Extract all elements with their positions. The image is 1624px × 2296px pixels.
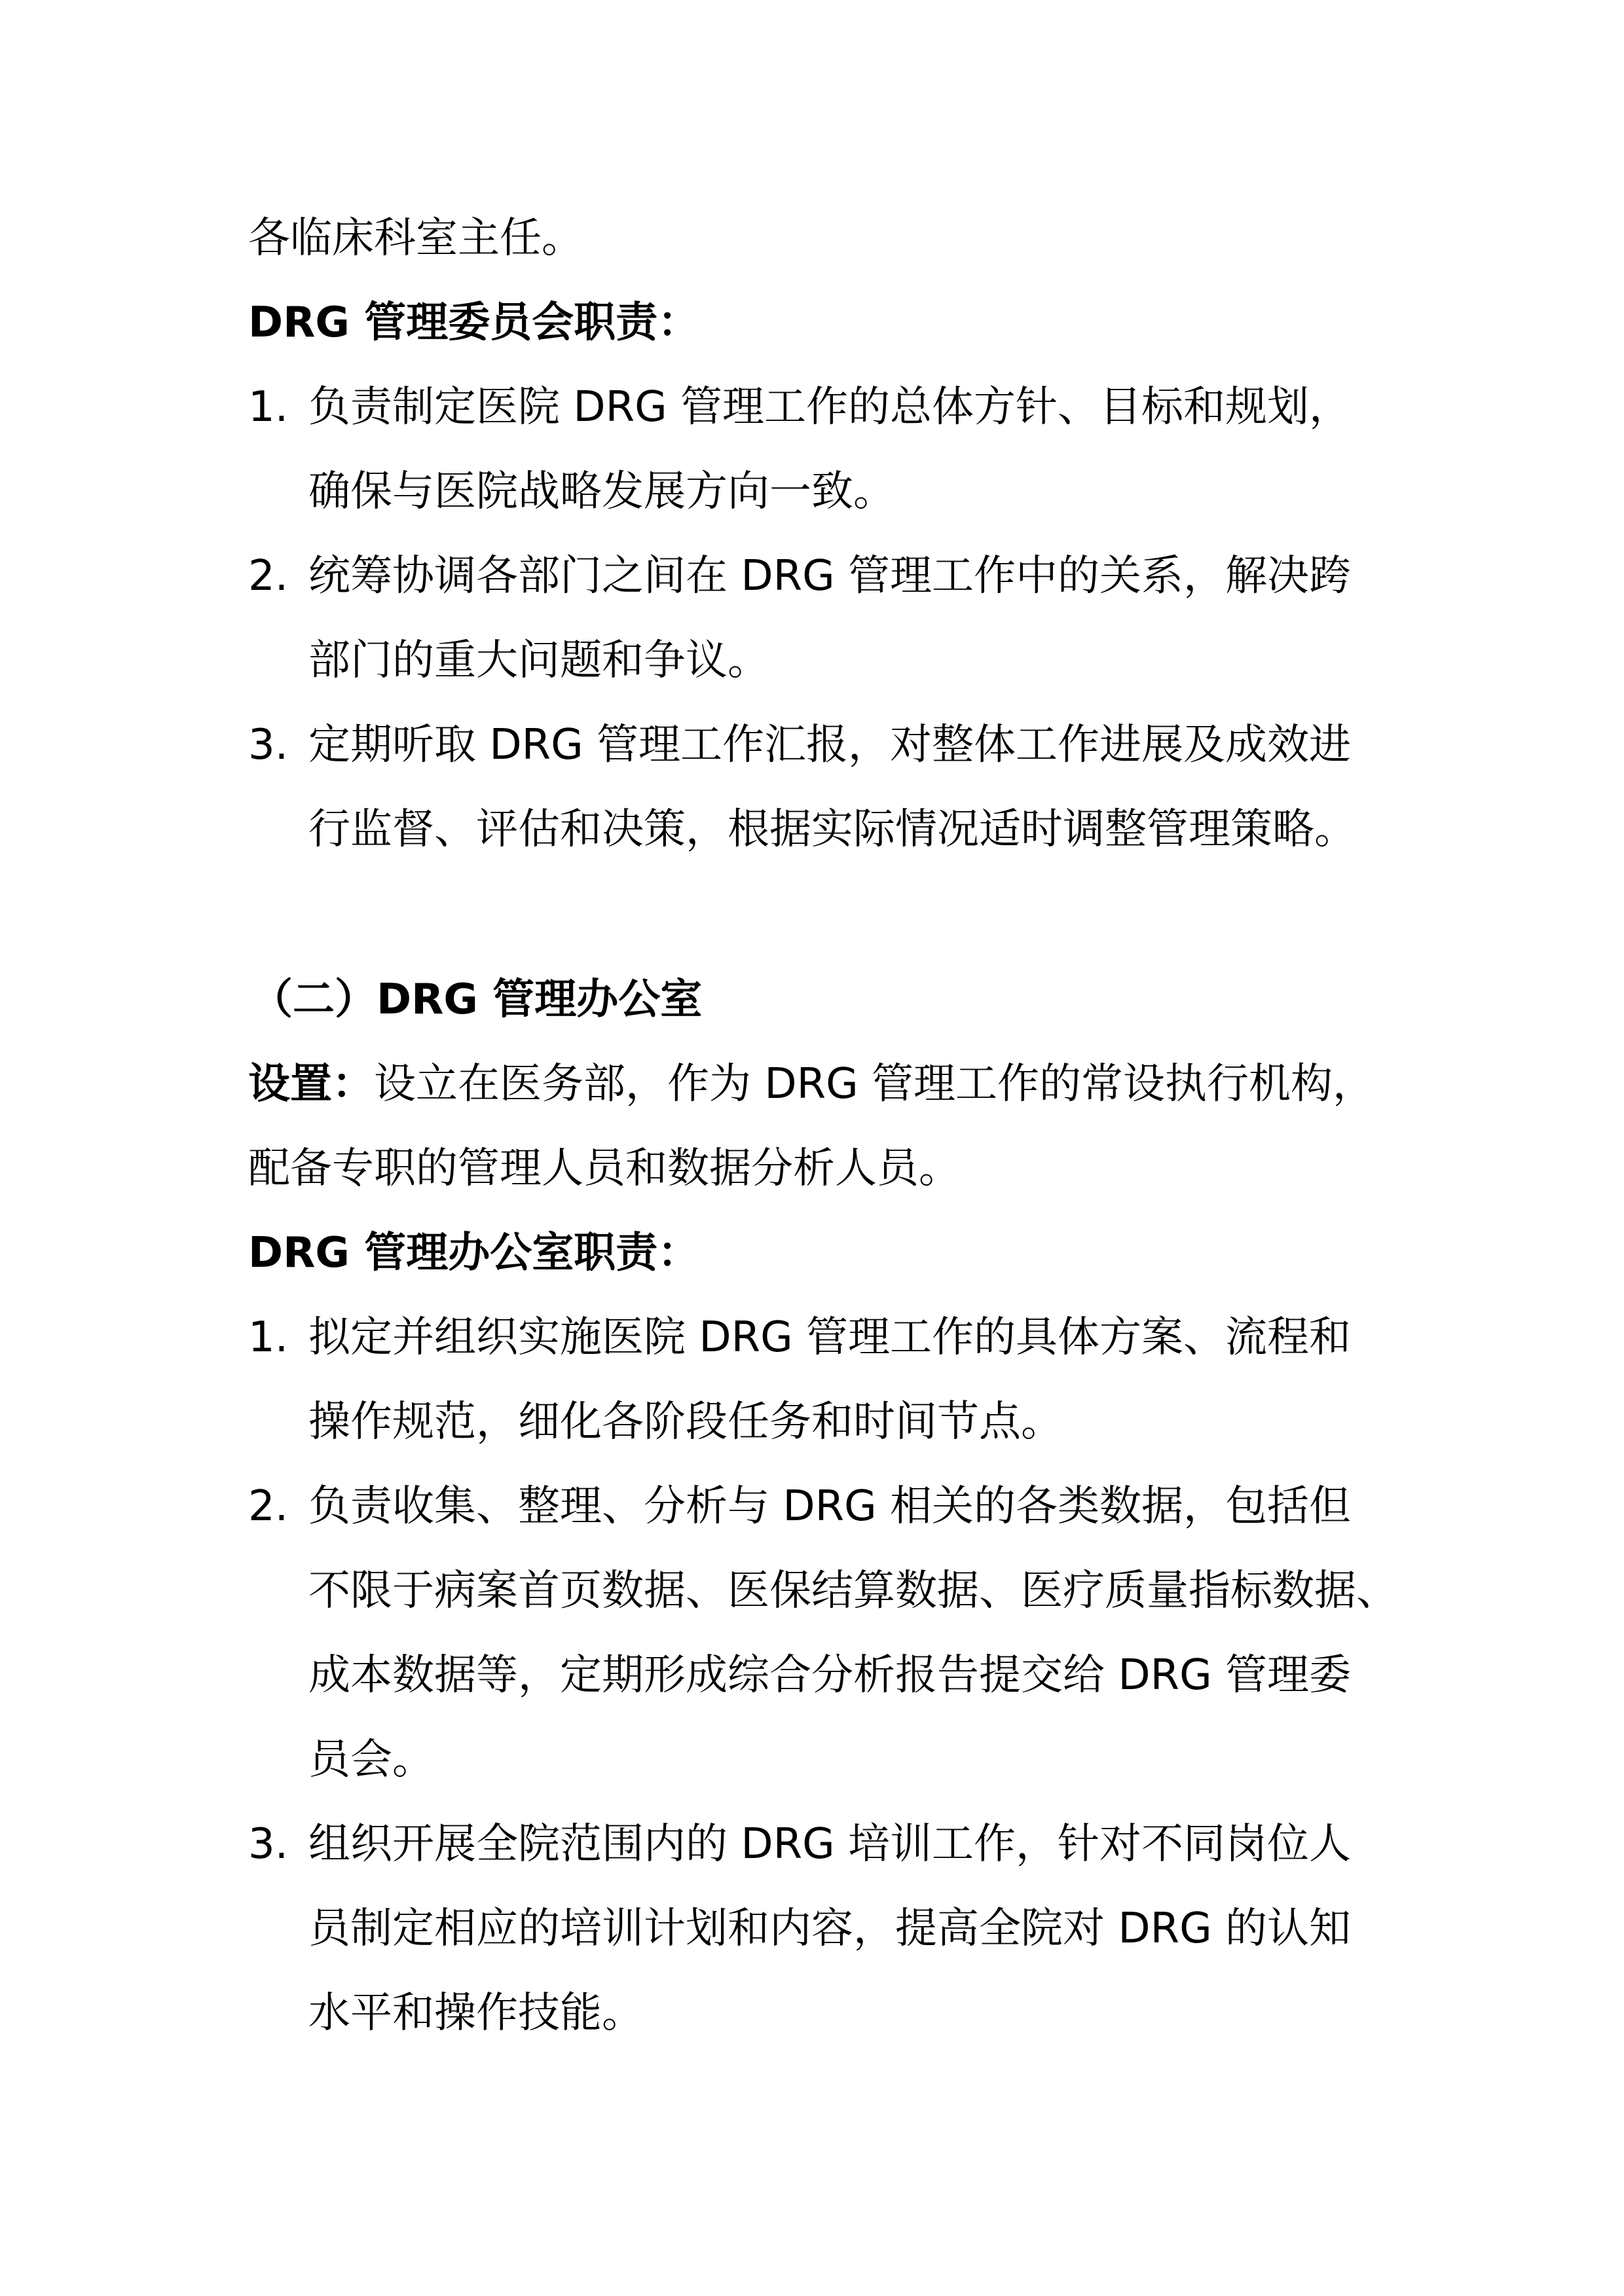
office-duties-label: DRG 管理办公室职责：	[248, 1229, 700, 1277]
office-setup-line-2: 配备专职的管理人员和数据分析人员。	[248, 1144, 961, 1193]
list-number: 1.	[248, 383, 289, 431]
document-page	[248, 196, 1398, 2056]
list-item-line: 拟定并组织实施医院 DRG 管理工作的具体方案、流程和	[308, 1313, 1352, 1362]
list-item-line: 负责收集、整理、分析与 DRG 相关的各类数据，包括但	[308, 1482, 1352, 1531]
list-item-line: 确保与医院战略发展方向一致。	[308, 467, 895, 516]
list-number: 1.	[248, 1313, 289, 1362]
list-number: 2.	[248, 1482, 289, 1531]
list-item-line: 定期听取 DRG 管理工作汇报，对整体工作进展及成效进	[308, 721, 1352, 769]
setup-label: 设置：	[248, 1060, 374, 1108]
list-item-line: 部门的重大问题和争议。	[308, 636, 769, 685]
setup-text: 设立在医务部，作为 DRG 管理工作的常设执行机构，	[374, 1060, 1375, 1108]
committee-duty-item-2	[248, 534, 1376, 703]
list-item-line: 水平和操作技能。	[308, 1989, 644, 2037]
list-item-line: 负责制定医院 DRG 管理工作的总体方针、目标和规划，	[308, 383, 1352, 431]
intro-tail-text: 各临床科室主任。	[248, 214, 583, 263]
list-item-line: 统筹协调各部门之间在 DRG 管理工作中的关系，解决跨	[308, 552, 1352, 600]
section-heading-office: （二）DRG 管理办公室	[251, 975, 703, 1024]
committee-duty-item-3	[248, 703, 1376, 872]
list-item-line: 员会。	[308, 1736, 434, 1784]
office-duty-item-2	[248, 1465, 1398, 1802]
committee-duty-item-1	[248, 365, 1376, 534]
list-item-line: 组织开展全院范围内的 DRG 培训工作，针对不同岗位人	[308, 1820, 1352, 1868]
list-item-line: 操作规范，细化各阶段任务和时间节点。	[308, 1398, 1063, 1446]
list-item-line: 成本数据等，定期形成综合分析报告提交给 DRG 管理委	[308, 1651, 1352, 1700]
section-spacer	[248, 872, 1376, 958]
list-number: 3.	[248, 1820, 289, 1868]
list-item-line: 不限于病案首页数据、医保结算数据、医疗质量指标数据、	[308, 1567, 1398, 1615]
committee-duties-label: DRG 管理委员会职责：	[248, 299, 700, 347]
office-duty-item-3	[248, 1802, 1376, 2056]
office-duty-item-1	[248, 1296, 1376, 1465]
list-number: 3.	[248, 721, 289, 769]
list-item-line: 员制定相应的培训计划和内容，提高全院对 DRG 的认知	[308, 1904, 1352, 1953]
list-item-line: 行监督、评估和决策，根据实际情况适时调整管理策略。	[308, 805, 1356, 854]
office-setup-line-1	[248, 1042, 1376, 1127]
list-number: 2.	[248, 552, 289, 600]
